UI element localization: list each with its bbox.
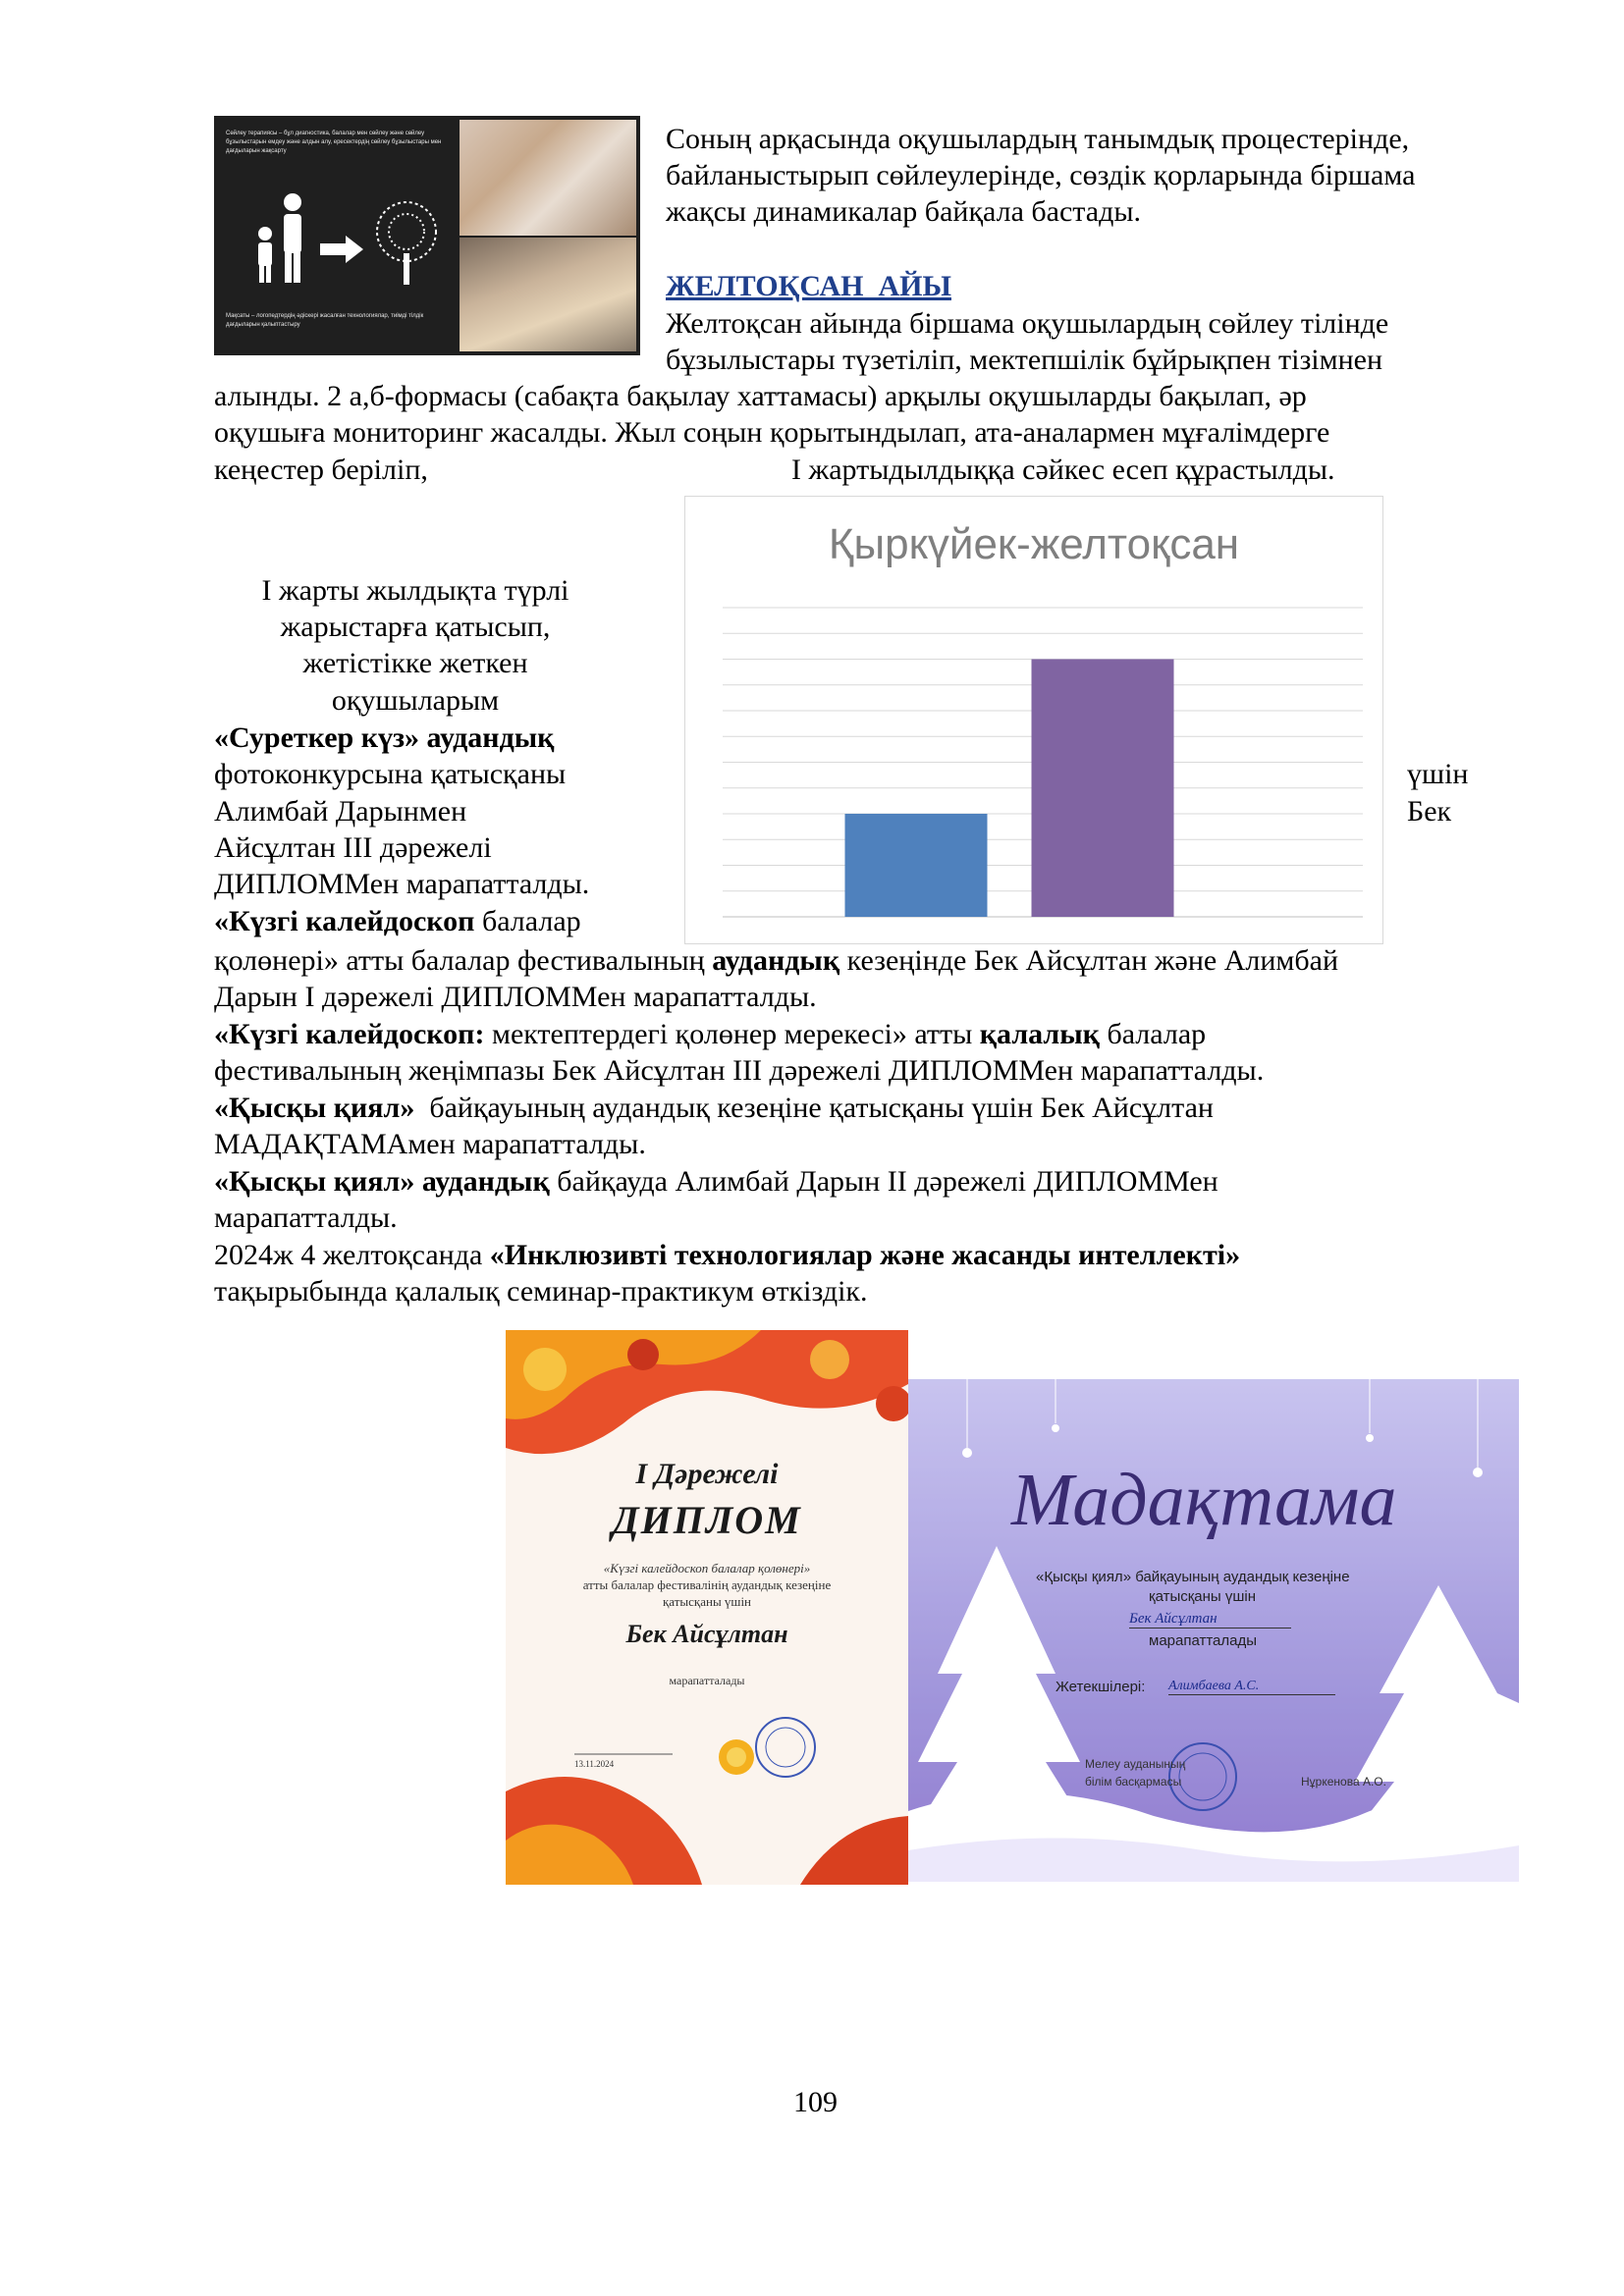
p1-line-4: Айсұлтан ІІІ дәрежелі bbox=[214, 831, 492, 864]
madaktama-certificate bbox=[908, 1379, 1519, 1882]
section-heading: ЖЕЛТОҚСАН АЙЫ bbox=[666, 270, 951, 302]
p1-line-2: фотоконкурсына қатысқаны bbox=[214, 758, 567, 790]
classroom-photo bbox=[460, 120, 636, 236]
bar-chart bbox=[684, 496, 1383, 944]
chart-bar-1 bbox=[845, 814, 988, 917]
diploma-certificate bbox=[506, 1330, 908, 1885]
section-line-3: алынды. 2 а,б-формасы (сабақта бақылау хаттамасы) арқылы оқушыларды бақылап, әр bbox=[214, 380, 1307, 412]
p1-line-5: ДИПЛОММен марапатталды. bbox=[214, 868, 590, 900]
section-line-1: Желтоқсан айында біршама оқушылардың сөйлеу тілінде bbox=[666, 307, 1389, 340]
p3-bold-1: «Күзгі калейдоскоп: bbox=[214, 1018, 485, 1050]
p5-line-2: марапатталды. bbox=[214, 1201, 398, 1234]
madaktama-footer-3: Нұркенова А.О. bbox=[1301, 1775, 1386, 1789]
p1-line-1: «Суреткер күз» аудандық bbox=[214, 721, 555, 754]
p2-line-3: Дарын І дәрежелі ДИПЛОММен марапатталды. bbox=[214, 981, 817, 1013]
madaktama-awarded: марапатталады bbox=[1149, 1632, 1258, 1649]
madaktama-line-1: «Қысқы қиял» байқауының аудандық кезеңіне bbox=[1036, 1569, 1350, 1585]
intro-line-2: байланыстырып сөйлеулерінде, сөздік қорларында біршама bbox=[666, 159, 1416, 191]
winter-trees-decoration bbox=[908, 1379, 1519, 1882]
caption-line-4: оқушыларым bbox=[331, 684, 500, 717]
caption-line-2: жарыстарға қатысып, bbox=[280, 611, 551, 643]
chart-bar-2 bbox=[1032, 660, 1174, 918]
intro-line-3: жақсы динамикалар байқала бастады. bbox=[666, 195, 1141, 228]
caption-line-1: І жарты жылдықта түрлі bbox=[261, 574, 569, 607]
photo-caption-top: Сөйлеу терапиясы – бұл диагностика, балалар мен сөйлеу және сөйлеу бұзылыстарын емдеу және алдын алу, ересектердің сөйлеу бұзылыстары мен дағдыларын жақсарту bbox=[226, 131, 442, 154]
speech-therapy-photo bbox=[214, 116, 640, 355]
p3-line-2: фестивалының жеңімпазы Бек Айсұлтан ІІІ дәрежелі ДИПЛОММен марапатталды. bbox=[214, 1054, 1265, 1087]
chart-title: Қыркүйек-желтоқсан bbox=[828, 520, 1240, 568]
p2-line-2c: кезеңінде Бек Айсұлтан және Алимбай bbox=[839, 944, 1339, 977]
intro-line-1: Соның арқасында оқушылардың танымдық процестерінде, bbox=[666, 123, 1410, 155]
child-at-computer-photo bbox=[460, 238, 636, 351]
p4-line-2: МАДАҚТАМАмен марапатталды. bbox=[214, 1128, 646, 1160]
madaktama-footer-2: білім басқармасы bbox=[1085, 1775, 1182, 1789]
diploma-subtitle-3: қатысқаны үшін bbox=[662, 1594, 752, 1609]
p6-start: 2024ж 4 желтоқсанда bbox=[214, 1239, 490, 1271]
section-line-4: оқушыға мониторинг жасалды. Жыл соңын қорытындылап, ата-аналармен мұғалімдерге bbox=[214, 416, 1330, 449]
p2-rest-1: балалар bbox=[474, 905, 581, 937]
p3-mid-1: мектептердегі қолөнер мерекесі» атты bbox=[484, 1018, 980, 1050]
photo-caption-bottom: Мақсаты – логопедтердің әдіскері жасалған технологиялар, тиімді тілдік дағдыларын қалыптастыру bbox=[226, 313, 424, 328]
madaktama-line-2: қатысқаны үшін bbox=[1149, 1588, 1257, 1605]
p4-rest-1: байқауының аудандық кезеңіне қатысқаны үшін Бек Айсұлтан bbox=[414, 1092, 1214, 1124]
p1-line-3-right: Бек bbox=[1407, 795, 1452, 828]
p5-rest-1: байқауда Алимбай Дарын ІІ дәрежелі ДИПЛОММен bbox=[549, 1165, 1218, 1198]
caption-line-3: жетістікке жеткен bbox=[302, 647, 528, 679]
madaktama-title: Мадақтама bbox=[1011, 1459, 1397, 1541]
diploma-subtitle-2: атты балалар фестивалінің аудандық кезеңіне bbox=[582, 1577, 832, 1592]
p3-rest-1: балалар bbox=[1099, 1018, 1207, 1050]
p4-bold-1: «Қысқы қиял» bbox=[214, 1092, 415, 1124]
p6-line-2: тақырыбында қалалық семинар-практикум өткіздік. bbox=[214, 1275, 868, 1308]
diploma-title: ДИПЛОМ bbox=[612, 1498, 802, 1542]
section-line-2: бұзылыстары түзетіліп, мектепшілік бұйрықпен тізімнен bbox=[666, 344, 1383, 376]
p6-line-1 bbox=[214, 1237, 1240, 1273]
madaktama-mentor: Алимбаева А.С. bbox=[1168, 1679, 1335, 1695]
diploma-subtitle-1: «Күзгі калейдоскоп балалар қолөнері» bbox=[603, 1561, 811, 1575]
diploma-date: 13.11.2024 bbox=[574, 1759, 615, 1769]
p5-line-1 bbox=[214, 1163, 1218, 1200]
p2-line-1 bbox=[214, 903, 581, 939]
p2-line-2 bbox=[214, 942, 1338, 979]
p2-line-2b: аудандық bbox=[712, 944, 840, 977]
diploma-degree: І Дәрежелі bbox=[635, 1458, 779, 1490]
diploma-name: Бек Айсұлтан bbox=[625, 1620, 788, 1648]
p5-bold-1: «Қысқы қиял» аудандық bbox=[214, 1165, 550, 1198]
section-line-5-right: І жартыдылдыққа сәйкес есеп құрастылды. bbox=[791, 454, 1335, 486]
page-number: 109 bbox=[793, 2086, 838, 2118]
p3-bold-2: қалалық bbox=[979, 1018, 1100, 1050]
madaktama-footer-1: Мелеу ауданының bbox=[1085, 1757, 1186, 1771]
madaktama-name: Бек Айсұлтан bbox=[1129, 1611, 1291, 1629]
child-growth-icon bbox=[234, 185, 450, 293]
diploma-awarded: марапатталады bbox=[669, 1674, 745, 1687]
p2-bold-1: «Күзгі калейдоскоп bbox=[214, 905, 475, 937]
p2-line-2a: қолөнері» атты балалар фестивалының bbox=[214, 944, 713, 977]
p1-line-3: Алимбай Дарынмен bbox=[214, 795, 467, 828]
section-line-5-left: кеңестер беріліп, bbox=[214, 454, 428, 486]
chart-plot bbox=[685, 497, 1382, 943]
p6-bold-1: «Инклюзивті технологиялар және жасанды интеллекті» bbox=[489, 1239, 1241, 1271]
p1-line-2-right: үшін bbox=[1407, 758, 1469, 790]
p4-line-1 bbox=[214, 1090, 1214, 1126]
p3-line-1 bbox=[214, 1016, 1206, 1052]
madaktama-mentor-label: Жетекшілері: bbox=[1056, 1679, 1146, 1695]
